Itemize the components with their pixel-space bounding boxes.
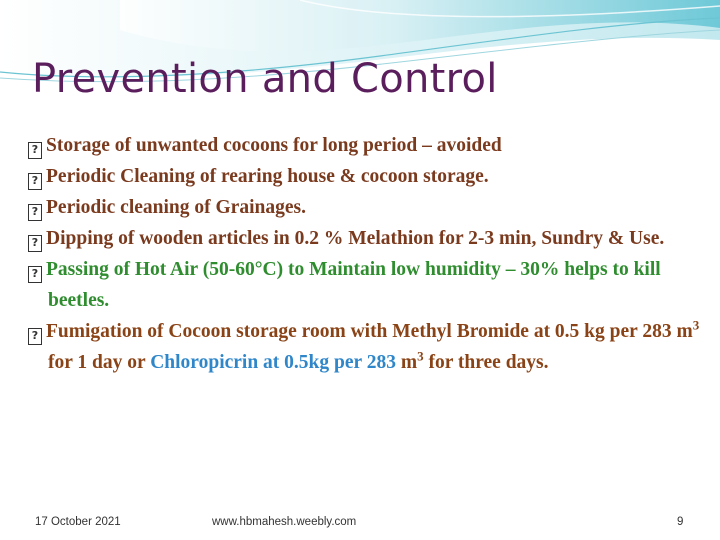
bullet-item (28, 223, 708, 254)
bullet-text: Periodic Cleaning of rearing house & cocoon storage. (46, 166, 489, 187)
bullet-item (28, 254, 708, 316)
footer-date: 17 October 2021 (35, 516, 121, 528)
bullet-text-part: Fumigation of Cocoon storage room with Methyl Bromide at 0.5 kg per 283 m (46, 321, 693, 342)
bullet-text: Dipping of wooden articles in 0.2 % Melathion for 2-3 min, Sundry & Use. (46, 228, 665, 249)
bullet-text-part: for 1 day or (48, 352, 151, 373)
bullet-item (28, 192, 708, 223)
superscript: 3 (417, 348, 424, 364)
superscript: 3 (692, 317, 700, 333)
bullet-text-part: m (395, 352, 418, 373)
bullet-item (28, 130, 708, 161)
bullet-icon (28, 204, 42, 221)
bullet-icon (28, 142, 42, 159)
bullet-icon (28, 266, 42, 283)
slide-title: Prevention and Control (32, 56, 498, 102)
bullet-icon (28, 173, 42, 190)
bullet-icon (28, 328, 42, 345)
bullet-text: Periodic cleaning of Grainages. (46, 197, 306, 218)
footer-url[interactable]: www.hbmahesh.weebly.com (212, 516, 357, 528)
bullet-text-highlight: Chloropicrin at 0.5kg per 283 (150, 352, 396, 373)
bullet-text: Passing of Hot Air (50-60°C) to Maintain low humidity – 30% helps to kill beetles. (46, 259, 661, 311)
bullet-icon (28, 235, 42, 252)
bullet-list (28, 130, 708, 378)
bullet-text: Storage of unwanted cocoons for long period – avoided (46, 135, 502, 156)
page-number: 9 (677, 516, 684, 528)
bullet-item (28, 316, 708, 378)
bullet-item (28, 161, 708, 192)
bullet-text-part: for three days. (423, 352, 549, 373)
